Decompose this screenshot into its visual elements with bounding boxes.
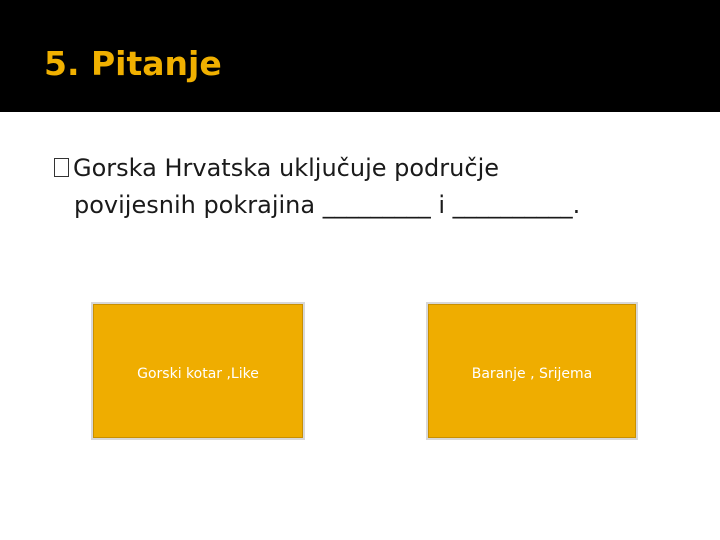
answer-button-1[interactable]: [91, 302, 305, 440]
square-bullet-icon: [54, 158, 69, 177]
question-line-1: [54, 150, 694, 187]
question-text: [54, 150, 694, 224]
question-line-2: povijesnih pokrajina _________ i __________.: [74, 191, 581, 219]
answer-label-1: Gorski kotar ,Like: [137, 366, 259, 382]
answer-button-2[interactable]: [426, 302, 638, 440]
title-bar: [0, 0, 720, 112]
slide-title: 5. Pitanje: [44, 44, 222, 83]
answer-label-2: Baranje , Srijema: [471, 366, 593, 382]
question-line-1-text: Gorska Hrvatska uključuje područje: [73, 154, 499, 182]
